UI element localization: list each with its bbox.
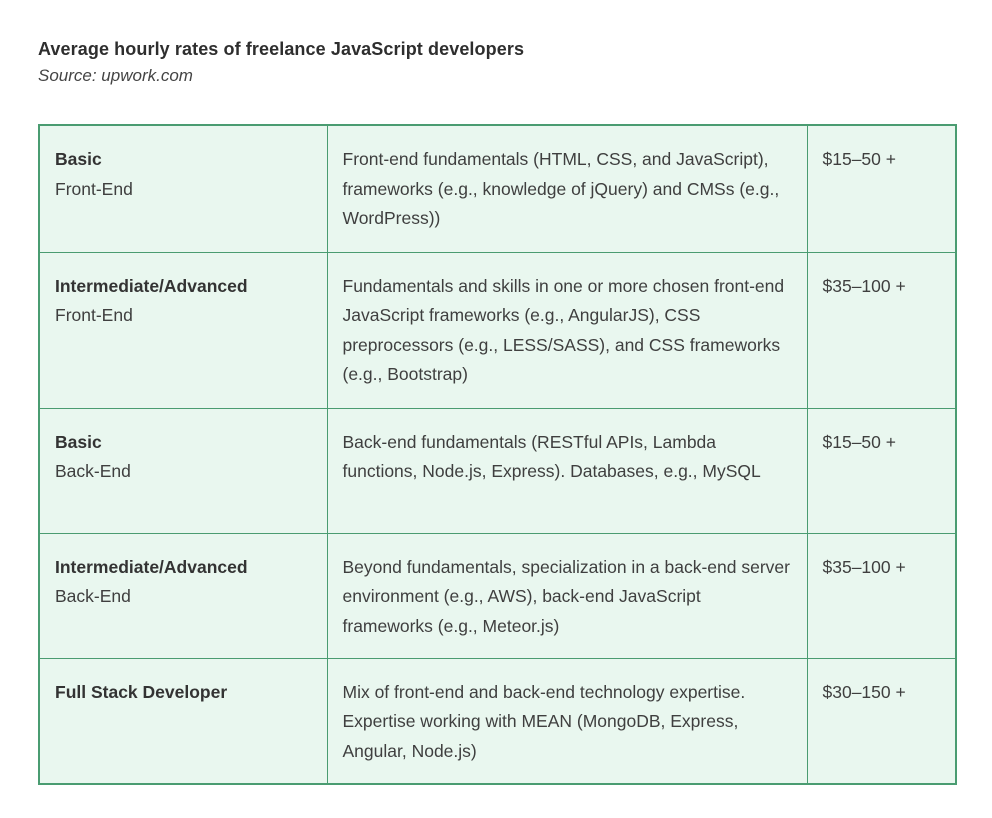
table-row — [39, 533, 956, 658]
role-level: Basic — [55, 149, 102, 169]
role-level: Intermediate/Advanced — [55, 275, 248, 296]
table-row — [39, 658, 956, 784]
rate-cell: $35–100 + — [807, 252, 956, 408]
rate-cell: $15–50 + — [807, 408, 956, 533]
role-level: Basic — [55, 431, 102, 452]
role-area: Front-End — [55, 305, 133, 325]
description-cell: Front-end fundamentals (HTML, CSS, and JavaScript), frameworks (e.g., knowledge of jQuery) and CMSs (e.g., WordPress)) — [327, 125, 807, 252]
role-cell — [39, 125, 327, 252]
rates-table — [38, 124, 957, 785]
role-area: Back-End — [55, 461, 131, 481]
role-area: Front-End — [55, 178, 133, 199]
role-cell — [39, 408, 327, 533]
rate-cell: $15–50 + — [807, 125, 956, 252]
table-row — [39, 125, 956, 252]
table-row — [39, 252, 956, 408]
role-level: Full Stack Developer — [55, 681, 228, 702]
source-attribution: Source: upwork.com — [38, 66, 193, 85]
rate-cell: $35–100 + — [807, 533, 956, 658]
role-cell — [39, 252, 327, 408]
rate-cell: $30–150 + — [807, 658, 956, 784]
role-area: Back-End — [55, 586, 131, 606]
page-title: Average hourly rates of freelance JavaScript developers — [38, 39, 525, 59]
description-cell: Mix of front-end and back-end technology expertise. Expertise working with MEAN (MongoDB, Express, Angular, Node.js) — [327, 658, 807, 784]
description-cell: Back-end fundamentals (RESTful APIs, Lambda functions, Node.js, Express). Databases, e.g., MySQL — [327, 408, 807, 533]
table-row — [39, 408, 956, 533]
role-cell — [39, 658, 327, 784]
description-cell: Beyond fundamentals, specialization in a back-end server environment (e.g., AWS), back-end JavaScript frameworks (e.g., Meteor.js) — [327, 533, 807, 658]
role-cell — [39, 533, 327, 658]
description-cell: Fundamentals and skills in one or more chosen front-end JavaScript frameworks (e.g., AngularJS), CSS preprocessors (e.g., LESS/SASS), and CSS frameworks (e.g., Bootstrap) — [327, 252, 807, 408]
role-level: Intermediate/Advanced — [55, 556, 248, 577]
